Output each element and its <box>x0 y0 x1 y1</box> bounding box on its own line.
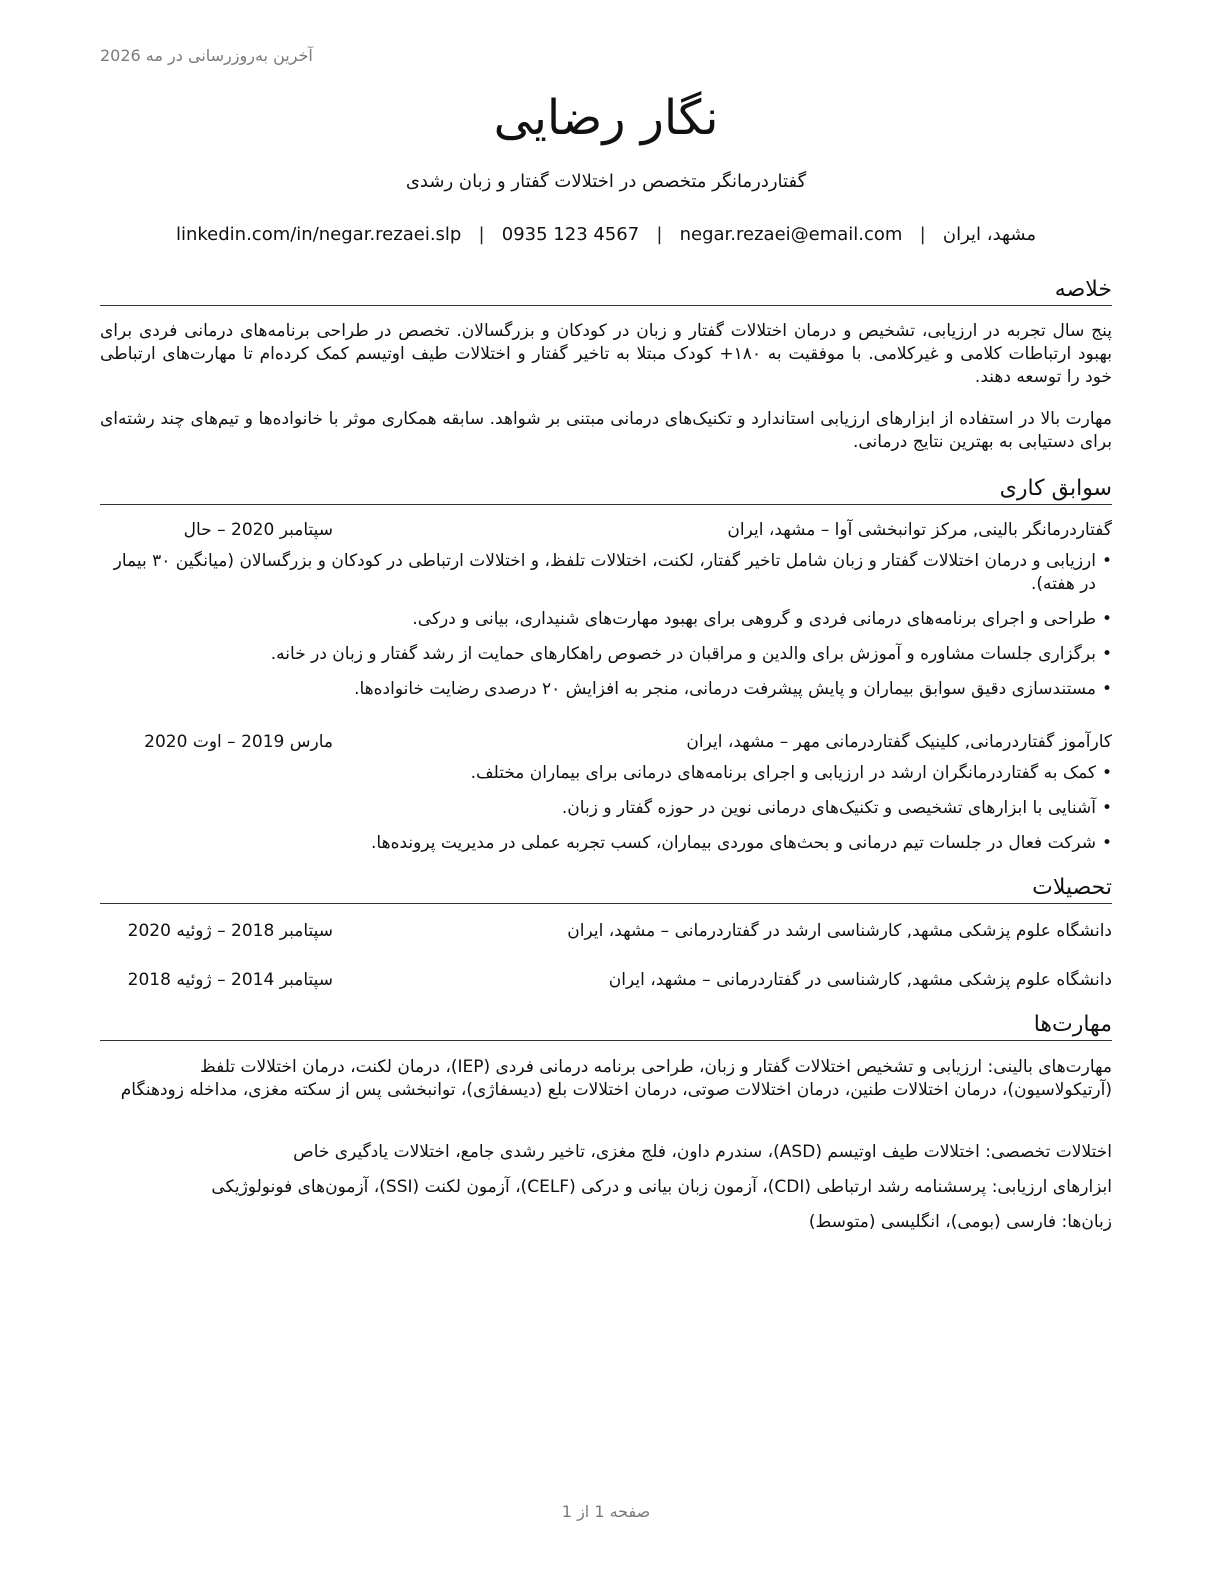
skills-line: ابزارهای ارزیابی: پرسشنامه رشد ارتباطی (CDI)، آزمون زبان بیانی و درکی (CELF)، آزمون لکنت (SSI)، آزمون‌های فونولوژیکی <box>211 1177 1112 1197</box>
summary-heading: خلاصه <box>100 276 1112 306</box>
contact-location: مشهد، ایران <box>942 224 1037 245</box>
education-dates: سپتامبر 2018 – ژوئیه 2020 <box>127 921 333 941</box>
last-updated: آخرین به‌روزرسانی در مه 2026 <box>100 46 313 65</box>
job-bullets <box>100 762 1112 867</box>
list-item: • کمک به گفتاردرمانگران ارشد در ارزیابی و اجرای برنامه‌های درمانی برای بیماران مختلف. <box>100 762 1112 785</box>
education-row <box>100 918 1112 944</box>
candidate-name: نگار رضایی <box>493 90 719 146</box>
job-row <box>100 729 1112 755</box>
experience-heading: سوابق کاری <box>100 475 1112 505</box>
list-item: • مستندسازی دقیق سوابق بیماران و پایش پیشرفت درمانی، منجر به افزایش ۲۰ درصدی رضایت خانواده‌ها. <box>100 678 1112 701</box>
contact-email[interactable]: negar.rezaei@email.com <box>679 224 903 245</box>
education-degree: دانشگاه علوم پزشکی مشهد, کارشناسی در گفتاردرمانی – مشهد، ایران <box>608 970 1112 990</box>
list-item: • شرکت فعال در جلسات تیم درمانی و بحث‌های موردی بیماران، کسب تجربه عملی در مدیریت پرونده‌ها. <box>100 832 1112 855</box>
contact-separator: | <box>919 224 926 245</box>
contact-line <box>100 222 1112 248</box>
contact-separator: | <box>656 224 663 245</box>
list-item: • برگزاری جلسات مشاوره و آموزش برای والدین و مراقبان در خصوص راهکارهای حمایت از رشد گفتار و زبان در خانه. <box>100 643 1112 666</box>
job-role: گفتاردرمانگر بالینی, مرکز توانبخشی آوا – مشهد، ایران <box>727 520 1112 540</box>
job-dates: سپتامبر 2020 – حال <box>183 520 333 540</box>
job-row <box>100 517 1112 543</box>
summary-paragraph: مهارت بالا در استفاده از ابزارهای ارزیابی استاندارد و تکنیک‌های درمانی مبتنی بر شواهد. سابقه همکاری موثر با خانواده‌ها و تیم‌های چند رشته‌ای برای دستیابی به بهترین نتایج درمانی. <box>100 409 1112 452</box>
list-item: • ارزیابی و درمان اختلالات گفتار و زبان شامل تاخیر گفتار، لکنت، اختلالات تلفظ، و اختلالات ارتباطی در کودکان و بزرگسالان (میانگین ۳۰ بیمار در هفته). <box>100 550 1112 596</box>
page-number: صفحه 1 از 1 <box>561 1502 651 1521</box>
list-item: • آشنایی با ابزارهای تشخیصی و تکنیک‌های درمانی نوین در حوزه گفتار و زبان. <box>100 797 1112 820</box>
resume-page <box>100 0 1112 1584</box>
skills-heading: مهارت‌ها <box>100 1011 1112 1041</box>
contact-phone[interactable]: 0935 123 4567 <box>501 224 640 245</box>
contact-linkedin[interactable]: linkedin.com/in/negar.rezaei.slp <box>175 224 462 245</box>
skills-line: مهارت‌های بالینی: ارزیابی و تشخیص اختلالات گفتار و زبان، طراحی برنامه درمانی فردی (IEP)، درمان لکنت، درمان اختلالات تلفظ (آرتیکولاسیون)، درمان اختلالات طنین، درمان اختلالات صوتی، درمان اختلالات بلع (دیسفاژی)، توانبخشی پس از سکته مغزی، مداخله زودهنگام <box>120 1057 1112 1100</box>
skills-line: اختلالات تخصصی: اختلالات طیف اوتیسم (ASD)، سندرم داون، فلج مغزی، تاخیر رشدی جامع، اختلالات یادگیری خاص <box>293 1142 1112 1162</box>
education-dates: سپتامبر 2014 – ژوئیه 2018 <box>127 970 333 990</box>
list-item: • طراحی و اجرای برنامه‌های درمانی فردی و گروهی برای بهبود مهارت‌های شنیداری، بیانی و درکی. <box>100 608 1112 631</box>
education-heading: تحصیلات <box>100 874 1112 904</box>
education-row <box>100 967 1112 993</box>
job-bullets <box>100 550 1112 713</box>
skills-line: زبان‌ها: فارسی (بومی)، انگلیسی (متوسط) <box>808 1212 1112 1232</box>
contact-separator: | <box>478 224 485 245</box>
job-role: کارآموز گفتاردرمانی, کلینیک گفتاردرمانی مهر – مشهد، ایران <box>686 732 1112 752</box>
education-degree: دانشگاه علوم پزشکی مشهد, کارشناسی ارشد در گفتاردرمانی – مشهد، ایران <box>567 921 1112 941</box>
summary-paragraph: پنج سال تجربه در ارزیابی، تشخیص و درمان اختلالات گفتار و زبان در کودکان و بزرگسالان. تخصص در طراحی برنامه‌های درمانی فردی برای بهبود ارتباطات کلامی و غیرکلامی. با موفقیت به ۱۸۰+ کودک مبتلا به تاخیر گفتار و اختلالات طیف اوتیسم کمک کرده‌ام تا مهارت‌های ارتباطی خود را توسعه دهند. <box>100 321 1112 387</box>
candidate-title: گفتاردرمانگر متخصص در اختلالات گفتار و زبان رشدی <box>405 171 807 192</box>
job-dates: مارس 2019 – اوت 2020 <box>144 732 333 752</box>
